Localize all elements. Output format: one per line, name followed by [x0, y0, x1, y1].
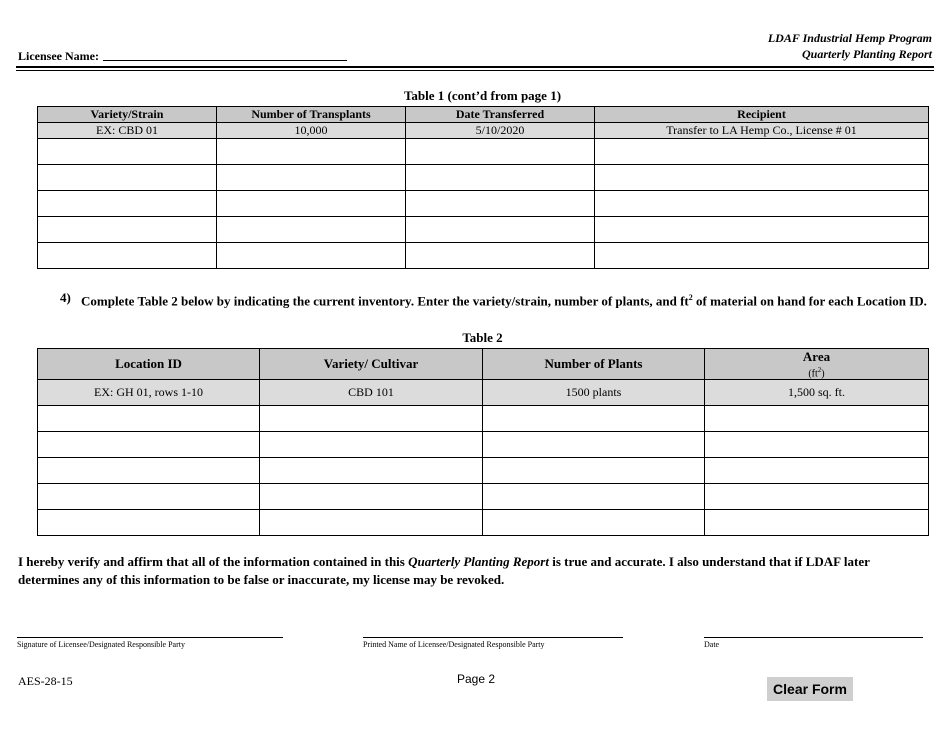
item-text-part: Complete Table 2 below by indicating the current inventory. Enter the variety/strain, number of plants, and ft	[81, 293, 689, 309]
input-cell[interactable]	[38, 458, 260, 484]
header-program-block	[768, 30, 932, 62]
table-row	[38, 432, 929, 458]
table-cell: Transfer to LA Hemp Co., License # 01	[595, 123, 929, 139]
input-cell[interactable]	[260, 510, 483, 536]
table-cell: CBD 101	[260, 380, 483, 406]
table-row	[38, 191, 929, 217]
item-text-part: of material on hand for each Location ID.	[692, 293, 927, 309]
input-cell[interactable]	[38, 484, 260, 510]
input-cell[interactable]	[406, 165, 595, 191]
superscript: 2	[688, 293, 693, 302]
affirmation-report-name: Quarterly Planting Report	[408, 554, 549, 569]
table1-caption: Table 1 (cont’d from page 1)	[403, 88, 562, 103]
table-cell: 1500 plants	[483, 380, 705, 406]
table-row	[38, 139, 929, 165]
signature-field[interactable]: Signature of Licensee/Designated Responsible Party	[17, 637, 283, 649]
input-cell[interactable]	[406, 191, 595, 217]
table2-col-location: Location ID	[38, 349, 260, 380]
table2-example-row	[38, 380, 929, 406]
affirmation-statement	[18, 553, 933, 589]
input-cell[interactable]	[406, 217, 595, 243]
licensee-name-field[interactable]	[103, 49, 347, 61]
input-cell[interactable]	[595, 165, 929, 191]
table-row	[38, 458, 929, 484]
table1-col-transplants: Number of Transplants	[217, 107, 406, 123]
input-cell[interactable]	[217, 139, 406, 165]
input-cell[interactable]	[595, 139, 929, 165]
input-cell[interactable]	[705, 432, 929, 458]
table-cell: 1,500 sq. ft.	[705, 380, 929, 406]
input-cell[interactable]	[705, 510, 929, 536]
input-cell[interactable]	[260, 458, 483, 484]
affirmation-part: I hereby verify and affirm that all of the information contained in this	[18, 554, 409, 569]
table2-col-area	[705, 349, 929, 380]
item-text	[81, 289, 930, 310]
table-row	[38, 165, 929, 191]
area-unit	[705, 365, 928, 379]
input-cell[interactable]	[483, 432, 705, 458]
printed-name-field[interactable]: Printed Name of Licensee/Designated Responsible Party	[363, 637, 623, 649]
input-cell[interactable]	[38, 243, 217, 269]
table-row	[38, 510, 929, 536]
form-id: AES-28-15	[18, 674, 73, 688]
input-cell[interactable]	[38, 165, 217, 191]
input-cell[interactable]	[705, 484, 929, 510]
input-cell[interactable]	[260, 484, 483, 510]
affirmation-part: is true and accurate. I also understand that if LDAF later determines any of this information to be false or inaccurate, my license may be revoked.	[18, 554, 870, 587]
table1-example-row	[38, 123, 929, 139]
report-title: Quarterly Planting Report	[801, 47, 932, 61]
input-cell[interactable]	[595, 243, 929, 269]
input-cell[interactable]	[38, 510, 260, 536]
date-field[interactable]: Date	[704, 637, 923, 649]
page-number: Page 2	[457, 672, 496, 686]
instruction-item-4	[60, 289, 930, 310]
input-cell[interactable]	[217, 165, 406, 191]
input-cell[interactable]	[705, 458, 929, 484]
header-rule-thin	[16, 70, 934, 71]
input-cell[interactable]	[38, 406, 260, 432]
input-cell[interactable]	[260, 406, 483, 432]
input-cell[interactable]	[217, 217, 406, 243]
header-rule-thick	[16, 66, 934, 68]
input-cell[interactable]	[38, 217, 217, 243]
input-cell[interactable]	[38, 191, 217, 217]
input-cell[interactable]	[406, 243, 595, 269]
table-cell: 5/10/2020	[406, 123, 595, 139]
input-cell[interactable]	[217, 243, 406, 269]
licensee-label: Licensee Name:	[18, 49, 99, 63]
area-unit-base: (ft	[808, 368, 818, 380]
input-cell[interactable]	[483, 484, 705, 510]
input-cell[interactable]	[217, 191, 406, 217]
input-cell[interactable]	[595, 217, 929, 243]
table-row	[38, 406, 929, 432]
input-cell[interactable]	[406, 139, 595, 165]
table2	[37, 348, 929, 536]
table-cell: 10,000	[217, 123, 406, 139]
superscript: 2	[817, 366, 822, 374]
table1	[37, 106, 929, 269]
licensee-name-row	[18, 49, 347, 64]
table1-header-row	[38, 107, 929, 123]
input-cell[interactable]	[705, 406, 929, 432]
table2-col-plants: Number of Plants	[483, 349, 705, 380]
input-cell[interactable]	[38, 139, 217, 165]
table-cell: EX: CBD 01	[38, 123, 217, 139]
table-row	[38, 484, 929, 510]
area-label: Area	[802, 349, 831, 364]
table2-header-row	[38, 349, 929, 380]
program-title: LDAF Industrial Hemp Program	[767, 31, 932, 45]
item-number: 4)	[60, 290, 71, 305]
area-unit-close: )	[821, 368, 825, 380]
clear-form-button[interactable]: Clear Form	[767, 677, 853, 701]
table2-col-variety: Variety/ Cultivar	[260, 349, 483, 380]
table2-caption: Table 2	[462, 330, 503, 345]
table-row	[38, 243, 929, 269]
input-cell[interactable]	[483, 406, 705, 432]
table1-col-date: Date Transferred	[406, 107, 595, 123]
table1-col-recipient: Recipient	[595, 107, 929, 123]
input-cell[interactable]	[483, 510, 705, 536]
table-cell: EX: GH 01, rows 1-10	[38, 380, 260, 406]
input-cell[interactable]	[38, 432, 260, 458]
table1-col-variety: Variety/Strain	[38, 107, 217, 123]
input-cell[interactable]	[260, 432, 483, 458]
input-cell[interactable]	[483, 458, 705, 484]
table-row	[38, 217, 929, 243]
input-cell[interactable]	[595, 191, 929, 217]
